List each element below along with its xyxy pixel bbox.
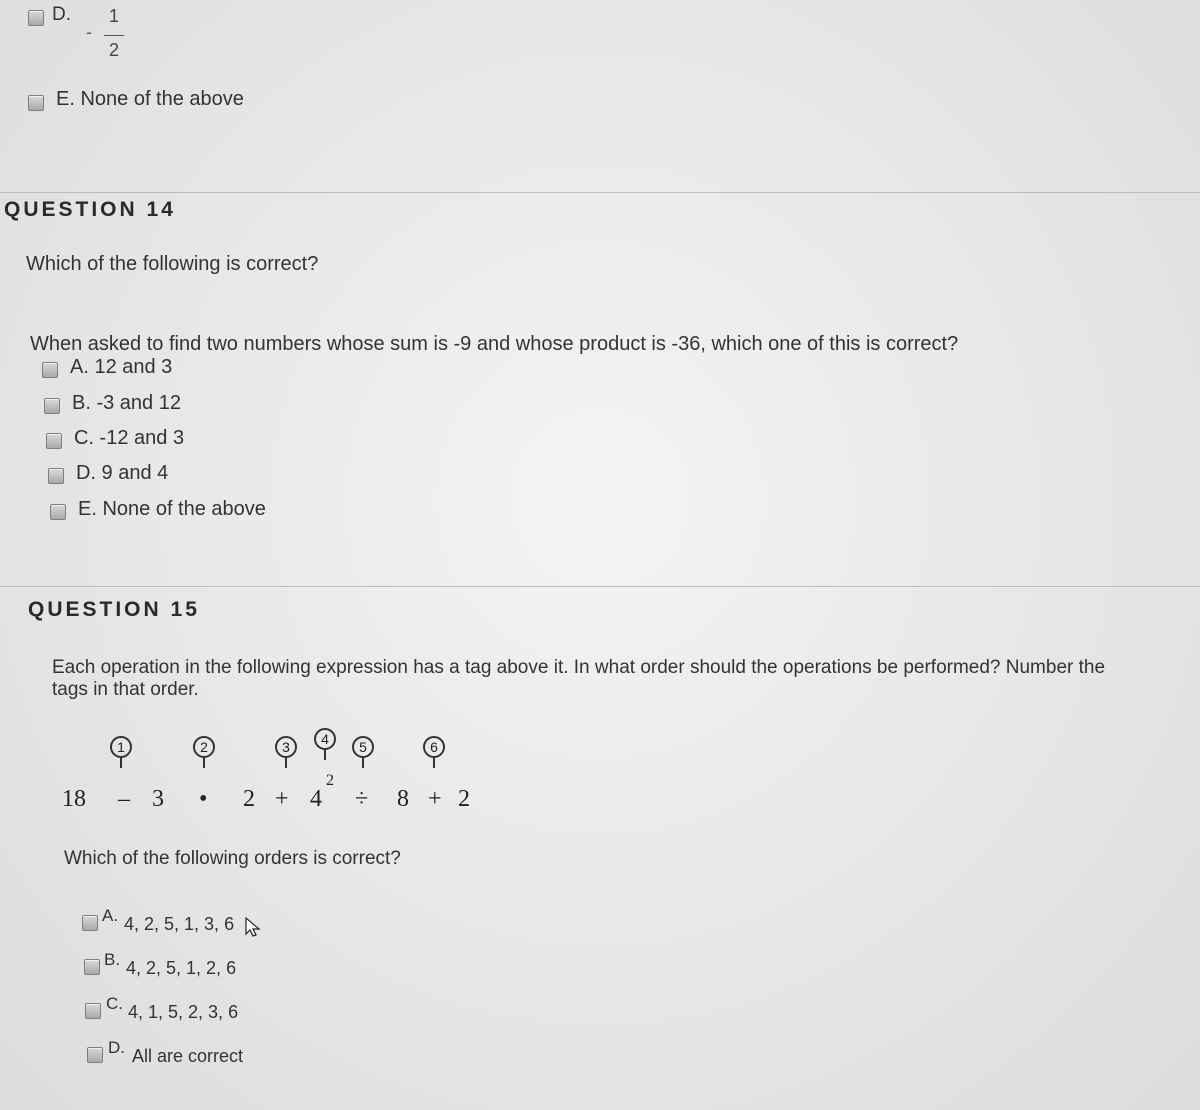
question-15-option-d-text: All are correct bbox=[132, 1046, 244, 1066]
q13-option-d-label: D. bbox=[52, 4, 71, 25]
question-15-heading: QUESTION 15 bbox=[28, 598, 200, 621]
question-15-option-c-text: 4, 1, 5, 2, 3, 6 bbox=[128, 1002, 239, 1022]
question-14-option-e-label: E. None of the above bbox=[78, 498, 266, 520]
expr-8: 8 bbox=[397, 786, 409, 812]
q13-option-e-checkbox[interactable] bbox=[28, 95, 44, 111]
tag-5-stem bbox=[362, 758, 364, 768]
tag-3-stem bbox=[285, 758, 287, 768]
tag-6: 6 bbox=[423, 736, 445, 758]
question-15-option-b-text: 4, 2, 5, 1, 2, 6 bbox=[126, 958, 237, 978]
expr-exponent: 2 bbox=[326, 772, 334, 789]
expr-2: 2 bbox=[458, 786, 470, 812]
expr-plus: + bbox=[275, 786, 289, 812]
expr-18: 18 bbox=[62, 786, 86, 812]
q13-option-d-numerator: 1 bbox=[108, 6, 119, 26]
expr-multiply-dot: • bbox=[199, 786, 208, 812]
expr-3: 3 bbox=[152, 786, 164, 812]
section-divider bbox=[0, 586, 1200, 587]
section-divider bbox=[0, 192, 1200, 193]
question-15-option-d-letter: D. bbox=[108, 1038, 125, 1057]
q13-option-d-fraction-bar bbox=[104, 35, 124, 36]
question-15-option-a-letter: A. bbox=[102, 906, 119, 925]
q13-option-d-denominator: 2 bbox=[108, 40, 119, 60]
mouse-pointer-icon bbox=[244, 916, 264, 938]
question-14-option-d-checkbox[interactable] bbox=[48, 468, 64, 484]
q13-option-d-sign: - bbox=[86, 22, 92, 42]
tag-4: 4 bbox=[314, 728, 336, 750]
question-15-option-a-text: 4, 2, 5, 1, 3, 6 bbox=[124, 914, 235, 934]
question-15-option-c-checkbox[interactable] bbox=[85, 1003, 101, 1019]
tag-5: 5 bbox=[352, 736, 374, 758]
question-14-option-a-label: A. 12 and 3 bbox=[70, 356, 173, 378]
question-15-option-b-letter: B. bbox=[104, 950, 121, 969]
question-15-prompt-line-2: tags in that order. bbox=[52, 679, 199, 700]
question-14-body: When asked to find two numbers whose sum is -9 and whose product is -36, which one of this is correct? bbox=[30, 333, 959, 355]
expr-divide: ÷ bbox=[355, 786, 369, 812]
question-14-option-d-label: D. 9 and 4 bbox=[76, 462, 169, 484]
question-14-option-b-checkbox[interactable] bbox=[44, 398, 60, 414]
tag-3: 3 bbox=[275, 736, 297, 758]
question-14-option-a-checkbox[interactable] bbox=[42, 362, 58, 378]
q13-option-d-checkbox[interactable] bbox=[28, 10, 44, 26]
expr-4: 4 bbox=[310, 786, 322, 812]
question-14-option-c-label: C. -12 and 3 bbox=[74, 427, 185, 449]
question-15-prompt-line-1: Each operation in the following expression has a tag above it. In what order should the operations be performed? Number the bbox=[52, 657, 1106, 678]
tag-4-stem bbox=[324, 750, 326, 760]
question-15-option-d-checkbox[interactable] bbox=[87, 1047, 103, 1063]
tag-1-stem bbox=[120, 758, 122, 768]
expr-plus: + bbox=[428, 786, 442, 812]
question-14-option-c-checkbox[interactable] bbox=[46, 433, 62, 449]
tag-2: 2 bbox=[193, 736, 215, 758]
question-15-option-a-checkbox[interactable] bbox=[82, 915, 98, 931]
tag-6-stem bbox=[433, 758, 435, 768]
expr-2: 2 bbox=[243, 786, 255, 812]
tag-1: 1 bbox=[110, 736, 132, 758]
tag-2-stem bbox=[203, 758, 205, 768]
question-15-option-b-checkbox[interactable] bbox=[84, 959, 100, 975]
question-14-heading: QUESTION 14 bbox=[4, 198, 176, 221]
q13-option-e-label: E. None of the above bbox=[56, 88, 244, 110]
expr-minus: – bbox=[118, 786, 130, 812]
question-15-option-c-letter: C. bbox=[106, 994, 123, 1013]
question-14-option-b-label: B. -3 and 12 bbox=[72, 392, 181, 414]
question-14-prompt: Which of the following is correct? bbox=[26, 253, 319, 275]
question-14-option-e-checkbox[interactable] bbox=[50, 504, 66, 520]
question-15-sub-prompt: Which of the following orders is correct? bbox=[64, 848, 401, 869]
